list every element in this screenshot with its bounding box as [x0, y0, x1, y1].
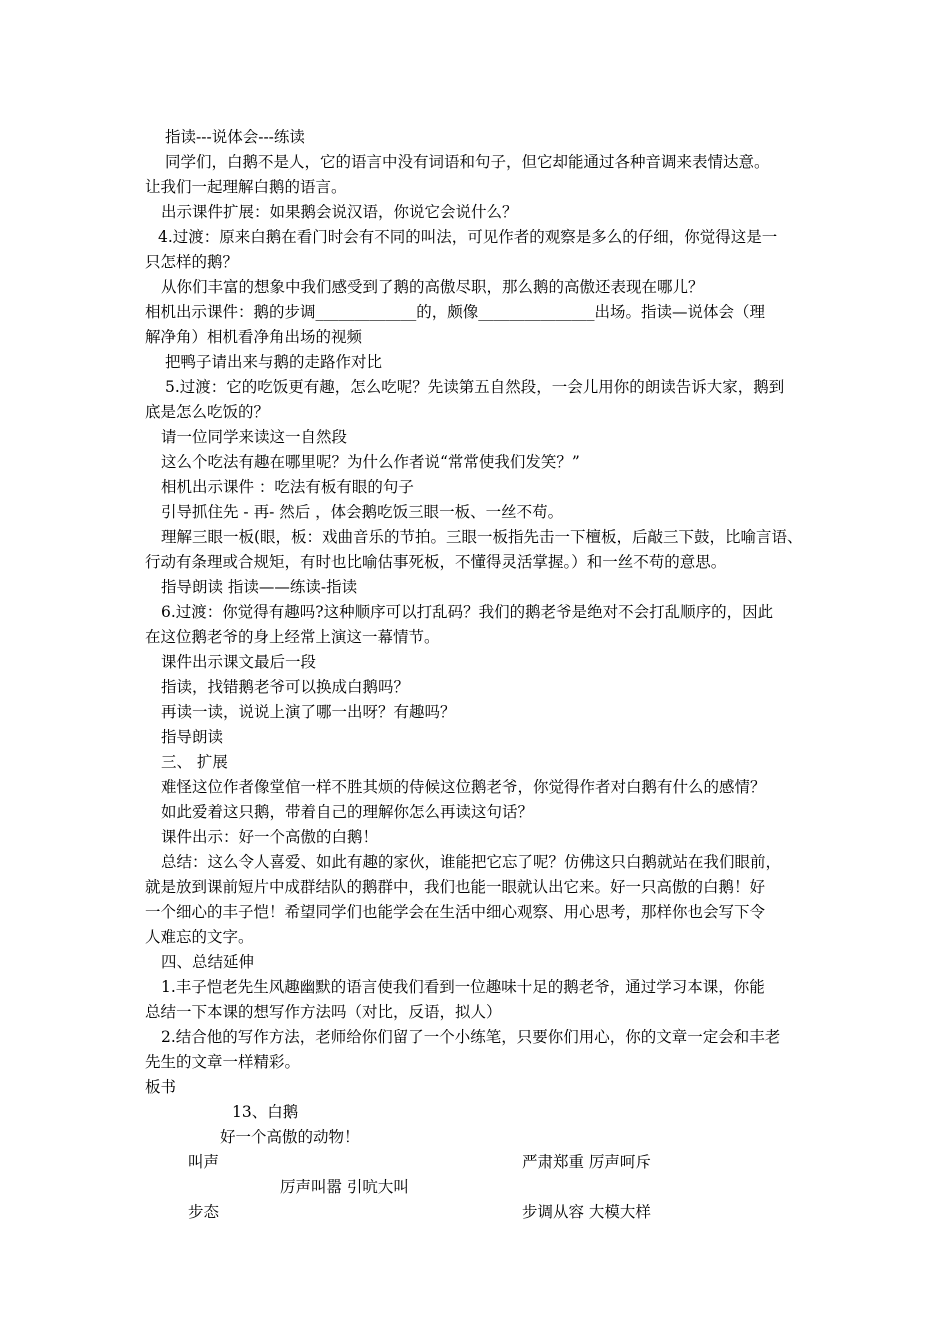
text-line: 这么个吃法有趣在哪里呢？为什么作者说“常常使我们发笑？”: [161, 453, 580, 471]
text-line: 指读---说体会---练读: [165, 128, 305, 146]
text-line: 先生的文章一样精彩。: [145, 1053, 301, 1071]
text-line: 引导抓住先 - 再- 然后 ，体会鹅吃饭三眼一板、一丝不苟。: [161, 503, 564, 521]
text-line: 底是怎么吃饭的？: [145, 403, 270, 421]
text-line: 相机出示课件 ：吃法有板有眼的句子: [161, 478, 414, 496]
board-row1-left: 叫声: [188, 1153, 220, 1171]
text-line: 出示课件扩展：如果鹅会说汉语，你说它会说什么？: [161, 203, 518, 221]
text-line: 再读一读，说说上演了哪一出呀？有趣吗？: [161, 703, 456, 721]
text-line: 同学们，白鹅不是人，它的语言中没有词语和句子，但它却能通过各种音调来表情达意。: [165, 153, 770, 171]
text-line: 2.结合他的写作方法，老师给你们留了一个小练笔，只要你们用心，你的文章一定会和丰老: [161, 1028, 781, 1046]
text-line: 请一位同学来读这一自然段: [161, 428, 348, 446]
section-heading: 四、总结延伸: [161, 953, 255, 971]
board-heading: 板书: [145, 1078, 177, 1096]
board-row2-left: 步态: [188, 1203, 220, 1221]
text-line: 就是放到课前短片中成群结队的鹅群中，我们也能一眼就认出它来。好一只高傲的白鹅！好: [145, 878, 766, 896]
text-line: 5.过渡：它的吃饭更有趣，怎么吃呢？先读第五自然段，一会儿用你的朗读告诉大家，鹅到: [165, 378, 785, 396]
text-line: 解净角）相机看净角出场的视频: [145, 328, 363, 346]
text-line: 6.过渡：你觉得有趣吗?这种顺序可以打乱码？我们的鹅老爷是绝对不会打乱顺序的，因此: [161, 603, 774, 621]
text-line: 理解三眼一板(眼，板：戏曲音乐的节拍。三眼一板指先击一下檀板，后敲三下鼓，比喻言语、: [161, 528, 803, 546]
text-line: 课件出示：好一个高傲的白鹅！: [161, 828, 379, 846]
text-line: 人难忘的文字。: [145, 928, 254, 946]
text-line: 在这位鹅老爷的身上经常上演这一幕情节。: [145, 628, 440, 646]
text-line: 指导朗读: [161, 728, 224, 746]
text-line: 只怎样的鹅？: [145, 253, 239, 271]
text-line: 总结一下本课的想写作方法吗（对比，反语，拟人）: [145, 1003, 502, 1021]
text-line: 指读，找错鹅老爷可以换成白鹅吗？: [161, 678, 410, 696]
board-row1-middle: 厉声叫嚣 引吭大叫: [280, 1178, 409, 1196]
section-heading: 三、 扩展: [161, 753, 228, 771]
text-line: 难怪这位作者像堂倌一样不胜其烦的侍候这位鹅老爷，你觉得作者对白鹅有什么的感情？: [161, 778, 766, 796]
board-row2-right: 步调从容 大模大样: [522, 1203, 651, 1221]
text-line: 从你们丰富的想象中我们感受到了鹅的高傲尽职，那么鹅的高傲还表现在哪儿？: [161, 278, 704, 296]
text-line: 总结：这么令人喜爱、如此有趣的家伙，谁能把它忘了呢？仿佛这只白鹅就站在我们眼前，: [161, 853, 782, 871]
text-line: 指导朗读 指读——练读-指读: [161, 578, 358, 596]
text-line: 把鸭子请出来与鹅的走路作对比: [165, 353, 383, 371]
text-line: 如此爱着这只鹅，带着自己的理解你怎么再读这句话？: [161, 803, 534, 821]
text-line: 一个细心的丰子恺！希望同学们也能学会在生活中细心观察、用心思考，那样你也会写下令: [145, 903, 766, 921]
text-line: 1.丰子恺老先生风趣幽默的语言使我们看到一位趣味十足的鹅老爷，通过学习本课，你能: [161, 978, 765, 996]
text-line: 相机出示课件：鹅的步调_____________的，颇像_______________出场。指读—说体会（理: [145, 303, 766, 321]
text-line: 让我们一起理解白鹅的语言。: [145, 178, 347, 196]
board-subtitle: 好一个高傲的动物！: [220, 1128, 360, 1146]
board-row1-right: 严肃郑重 厉声呵斥: [522, 1153, 651, 1171]
text-line: 课件出示课文最后一段: [161, 653, 317, 671]
board-title: 13、白鹅: [232, 1103, 299, 1121]
text-line: 4.过渡：原来白鹅在看门时会有不同的叫法，可见作者的观察是多么的仔细，你觉得这是一: [158, 228, 778, 246]
text-line: 行动有条理或合规矩，有时也比喻估事死板，不懂得灵活掌握。）和一丝不苟的意思。: [145, 553, 727, 571]
